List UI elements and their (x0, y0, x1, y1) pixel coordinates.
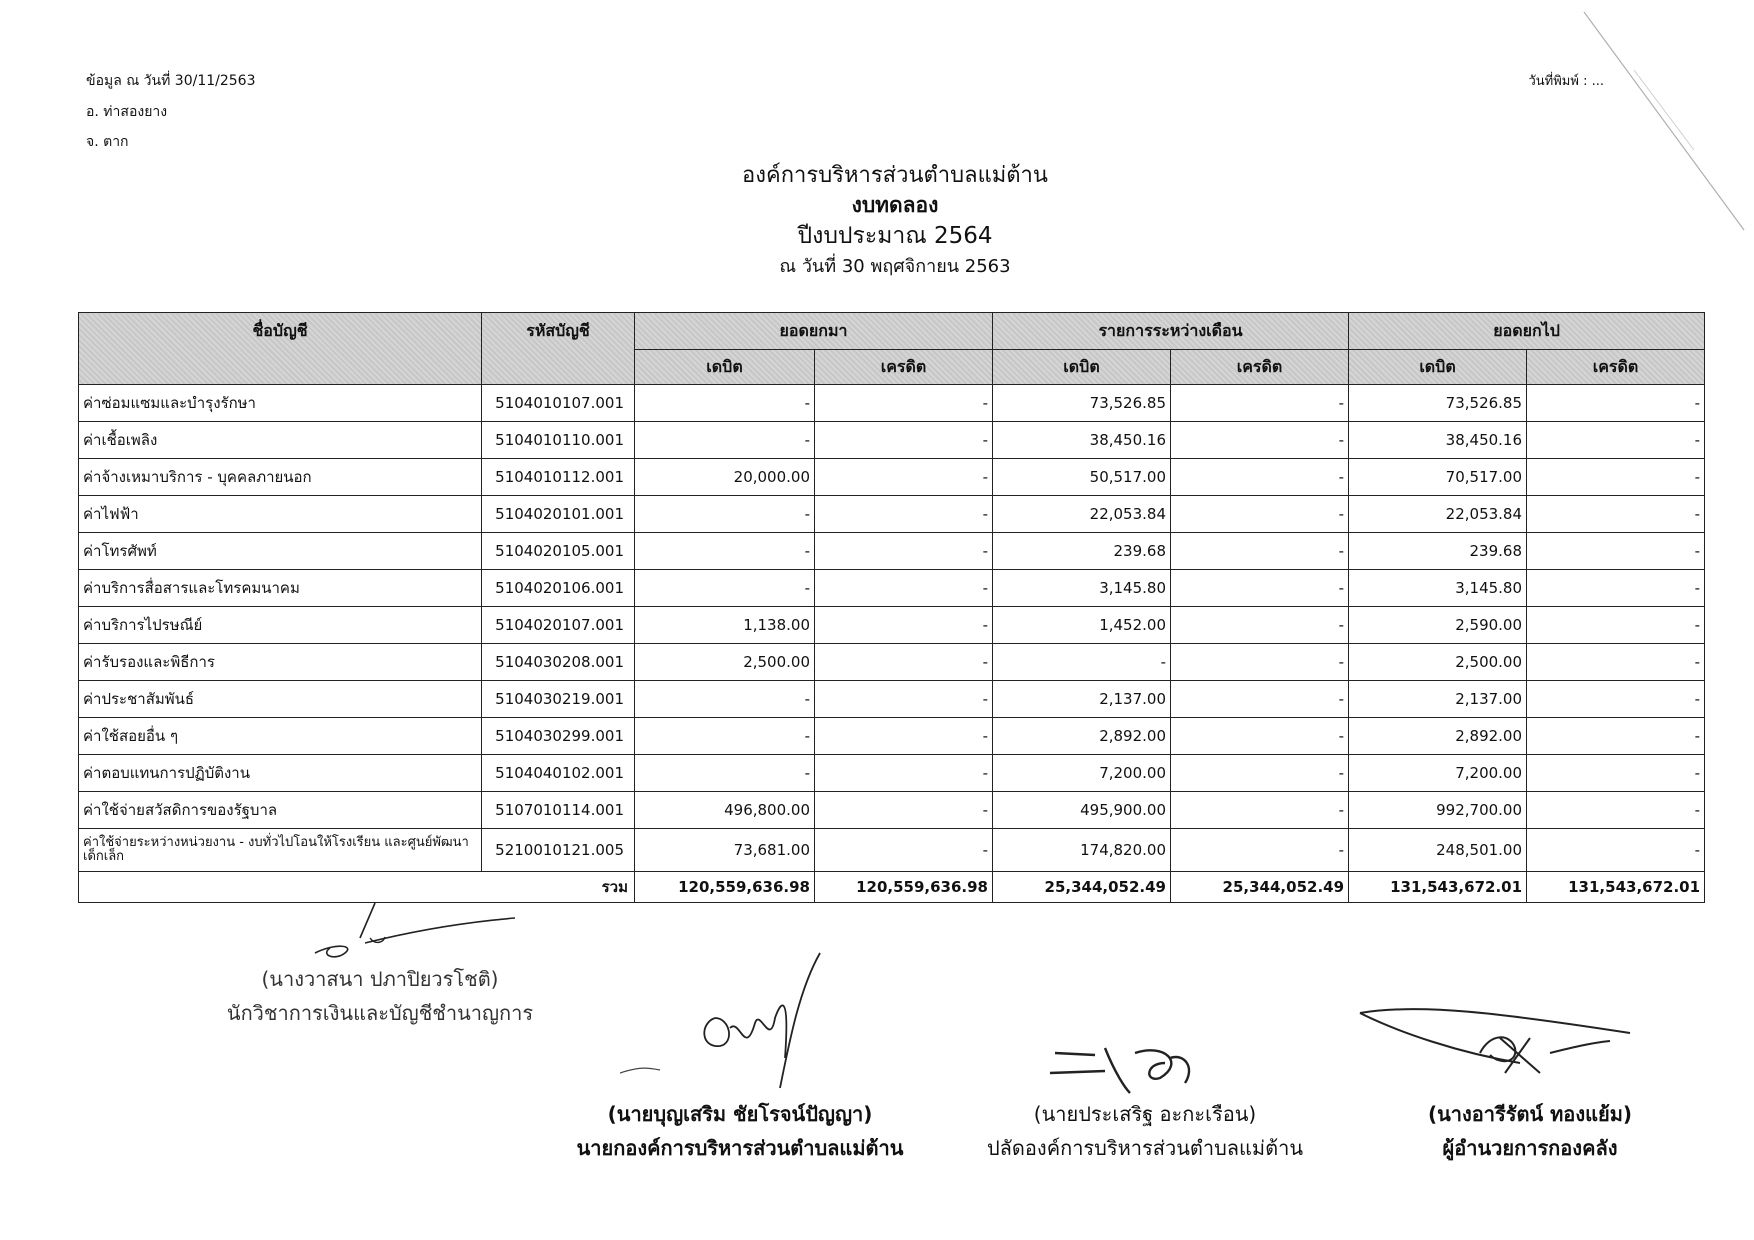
bf-credit: - (815, 422, 993, 459)
bf-credit: - (815, 570, 993, 607)
total-bf-debit: 120,559,636.98 (635, 872, 815, 903)
total-m-credit: 25,344,052.49 (1171, 872, 1349, 903)
signer-position: ผู้อำนวยการกองคลัง (1442, 1136, 1618, 1160)
signer-position: นักวิชาการเงินและบัญชีชำนาญการ (226, 1001, 534, 1025)
table-row (79, 459, 1705, 496)
report-titles (0, 163, 1754, 278)
handwritten-signature-2 (620, 948, 860, 1098)
cf-debit: 2,137.00 (1349, 681, 1527, 718)
district: อ. ท่าสองยาง (86, 104, 168, 120)
cf-credit: - (1527, 718, 1705, 755)
account-code: 5210010121.005 (482, 829, 635, 872)
cf-debit: 3,145.80 (1349, 570, 1527, 607)
table-row (79, 607, 1705, 644)
account-code: 5104020107.001 (482, 607, 635, 644)
m-credit: - (1171, 422, 1349, 459)
cf-credit: - (1527, 533, 1705, 570)
table-row (79, 422, 1705, 459)
cf-credit: - (1527, 422, 1705, 459)
m-debit: - (993, 644, 1171, 681)
bf-debit: - (635, 570, 815, 607)
report-date: ณ วันที่ 30 พฤศจิกายน 2563 (779, 256, 1011, 278)
header-carried-forward: ยอดยกไป (1349, 313, 1705, 350)
m-debit: 2,137.00 (993, 681, 1171, 718)
account-code: 5104020101.001 (482, 496, 635, 533)
m-credit: - (1171, 644, 1349, 681)
document-title: งบทดลอง (851, 193, 939, 218)
signature-block-accountant (225, 963, 535, 1029)
table-row (79, 829, 1705, 872)
cf-debit: 2,892.00 (1349, 718, 1527, 755)
account-code: 5104030208.001 (482, 644, 635, 681)
handwritten-signature-1 (275, 893, 535, 963)
header-bf-credit: เครดิต (815, 350, 993, 385)
m-debit: 3,145.80 (993, 570, 1171, 607)
bf-credit: - (815, 718, 993, 755)
cf-debit: 22,053.84 (1349, 496, 1527, 533)
table-row (79, 533, 1705, 570)
cf-debit: 2,500.00 (1349, 644, 1527, 681)
bf-debit: - (635, 533, 815, 570)
signature-block-chief-administrator (960, 1098, 1330, 1164)
bf-debit: - (635, 385, 815, 422)
m-debit: 38,450.16 (993, 422, 1171, 459)
total-label: รวม (79, 872, 635, 903)
account-code: 5104010112.001 (482, 459, 635, 496)
bf-credit: - (815, 607, 993, 644)
bf-debit: 2,500.00 (635, 644, 815, 681)
province: จ. ตาก (86, 134, 129, 150)
m-debit: 495,900.00 (993, 792, 1171, 829)
cf-debit: 2,590.00 (1349, 607, 1527, 644)
m-credit: - (1171, 385, 1349, 422)
cf-credit: - (1527, 644, 1705, 681)
m-debit: 7,200.00 (993, 755, 1171, 792)
account-name: ค่าใช้จ่ายระหว่างหน่วยงาน - งบทั่วไปโอนให้โรงเรียน และศูนย์พัฒนาเด็กเล็ก (79, 829, 482, 872)
m-credit: - (1171, 459, 1349, 496)
account-code: 5104020106.001 (482, 570, 635, 607)
account-code: 5104010107.001 (482, 385, 635, 422)
table-row (79, 718, 1705, 755)
account-code: 5104010110.001 (482, 422, 635, 459)
account-name: ค่าใช้จ่ายสวัสดิการของรัฐบาล (79, 792, 482, 829)
bf-debit: 496,800.00 (635, 792, 815, 829)
bf-credit: - (815, 496, 993, 533)
cf-debit: 992,700.00 (1349, 792, 1527, 829)
account-name: ค่าจ้างเหมาบริการ - บุคคลภายนอก (79, 459, 482, 496)
m-debit: 73,526.85 (993, 385, 1171, 422)
cf-debit: 7,200.00 (1349, 755, 1527, 792)
cf-credit: - (1527, 792, 1705, 829)
bf-debit: - (635, 755, 815, 792)
account-code: 5107010114.001 (482, 792, 635, 829)
m-credit: - (1171, 496, 1349, 533)
bf-debit: - (635, 718, 815, 755)
bf-debit: - (635, 496, 815, 533)
cf-debit: 70,517.00 (1349, 459, 1527, 496)
cf-debit: 73,526.85 (1349, 385, 1527, 422)
total-bf-credit: 120,559,636.98 (815, 872, 993, 903)
account-code: 5104030219.001 (482, 681, 635, 718)
fiscal-year: ปีงบประมาณ 2564 (797, 222, 993, 249)
total-cf-debit: 131,543,672.01 (1349, 872, 1527, 903)
m-credit: - (1171, 718, 1349, 755)
m-credit: - (1171, 607, 1349, 644)
signature-block-finance-director (1380, 1098, 1680, 1164)
signature-block-mayor (570, 1098, 910, 1164)
account-name: ค่าบริการสื่อสารและโทรคมนาคม (79, 570, 482, 607)
table-row (79, 755, 1705, 792)
cf-credit: - (1527, 570, 1705, 607)
header-cf-debit: เดบิต (1349, 350, 1527, 385)
m-credit: - (1171, 755, 1349, 792)
bf-debit: 1,138.00 (635, 607, 815, 644)
cf-debit: 239.68 (1349, 533, 1527, 570)
bf-debit: 20,000.00 (635, 459, 815, 496)
m-debit: 174,820.00 (993, 829, 1171, 872)
m-debit: 22,053.84 (993, 496, 1171, 533)
bf-debit: 73,681.00 (635, 829, 815, 872)
bf-credit: - (815, 644, 993, 681)
m-debit: 2,892.00 (993, 718, 1171, 755)
header-brought-forward: ยอดยกมา (635, 313, 993, 350)
bf-credit: - (815, 385, 993, 422)
handwritten-signature-3 (1045, 1033, 1245, 1103)
m-credit: - (1171, 570, 1349, 607)
signer-name: (นายประเสริฐ อะกะเรือน) (1033, 1102, 1257, 1126)
account-code: 5104020105.001 (482, 533, 635, 570)
m-debit: 1,452.00 (993, 607, 1171, 644)
account-name: ค่าใช้สอยอื่น ๆ (79, 718, 482, 755)
table-row (79, 681, 1705, 718)
header-bf-debit: เดบิต (635, 350, 815, 385)
header-m-debit: เดบิต (993, 350, 1171, 385)
signer-position: นายกองค์การบริหารส่วนตำบลแม่ต้าน (576, 1136, 904, 1160)
table-row (79, 496, 1705, 533)
header-m-credit: เครดิต (1171, 350, 1349, 385)
cf-credit: - (1527, 607, 1705, 644)
m-debit: 239.68 (993, 533, 1171, 570)
m-credit: - (1171, 829, 1349, 872)
cf-credit: - (1527, 755, 1705, 792)
data-date: ข้อมูล ณ วันที่ 30/11/2563 (86, 73, 256, 89)
bf-credit: - (815, 533, 993, 570)
signer-name: (นายบุญเสริม ชัยโรจน์ปัญญา) (607, 1102, 873, 1126)
account-code: 5104040102.001 (482, 755, 635, 792)
cf-credit: - (1527, 385, 1705, 422)
bf-credit: - (815, 681, 993, 718)
table-row (79, 644, 1705, 681)
table-body (79, 385, 1705, 903)
table-row (79, 385, 1705, 422)
account-name: ค่าประชาสัมพันธ์ (79, 681, 482, 718)
org-title: องค์การบริหารส่วนตำบลแม่ต้าน (742, 163, 1048, 188)
table-row (79, 792, 1705, 829)
m-credit: - (1171, 681, 1349, 718)
total-m-debit: 25,344,052.49 (993, 872, 1171, 903)
cf-debit: 248,501.00 (1349, 829, 1527, 872)
cf-credit: - (1527, 496, 1705, 533)
bf-debit: - (635, 422, 815, 459)
account-name: ค่าโทรศัพท์ (79, 533, 482, 570)
bf-credit: - (815, 829, 993, 872)
cf-credit: - (1527, 829, 1705, 872)
total-cf-credit: 131,543,672.01 (1527, 872, 1705, 903)
signer-position: ปลัดองค์การบริหารส่วนตำบลแม่ต้าน (986, 1136, 1303, 1160)
cf-credit: - (1527, 681, 1705, 718)
header-account-code: รหัสบัญชี (482, 313, 635, 385)
trial-balance-table (78, 312, 1705, 903)
m-credit: - (1171, 792, 1349, 829)
bf-credit: - (815, 755, 993, 792)
cf-debit: 38,450.16 (1349, 422, 1527, 459)
account-code: 5104030299.001 (482, 718, 635, 755)
signer-name: (นางอารีรัตน์ ทองแย้ม) (1427, 1102, 1633, 1126)
bf-debit: - (635, 681, 815, 718)
handwritten-signature-4 (1340, 993, 1640, 1093)
account-name: ค่าตอบแทนการปฏิบัติงาน (79, 755, 482, 792)
bf-credit: - (815, 792, 993, 829)
m-debit: 50,517.00 (993, 459, 1171, 496)
account-name: ค่าเชื้อเพลิง (79, 422, 482, 459)
bf-credit: - (815, 459, 993, 496)
table-row (79, 570, 1705, 607)
header-account-name: ชื่อบัญชี (79, 313, 482, 385)
signer-name: (นางวาสนา ปภาปิยวรโชติ) (261, 967, 499, 991)
header-during-month: รายการระหว่างเดือน (993, 313, 1349, 350)
account-name: ค่าบริการไปรษณีย์ (79, 607, 482, 644)
print-date: วันที่พิมพ์ : ... (1528, 74, 1604, 89)
account-name: ค่ารับรองและพิธีการ (79, 644, 482, 681)
m-credit: - (1171, 533, 1349, 570)
header-cf-credit: เครดิต (1527, 350, 1705, 385)
account-name: ค่าซ่อมแซมและบำรุงรักษา (79, 385, 482, 422)
account-name: ค่าไฟฟ้า (79, 496, 482, 533)
cf-credit: - (1527, 459, 1705, 496)
